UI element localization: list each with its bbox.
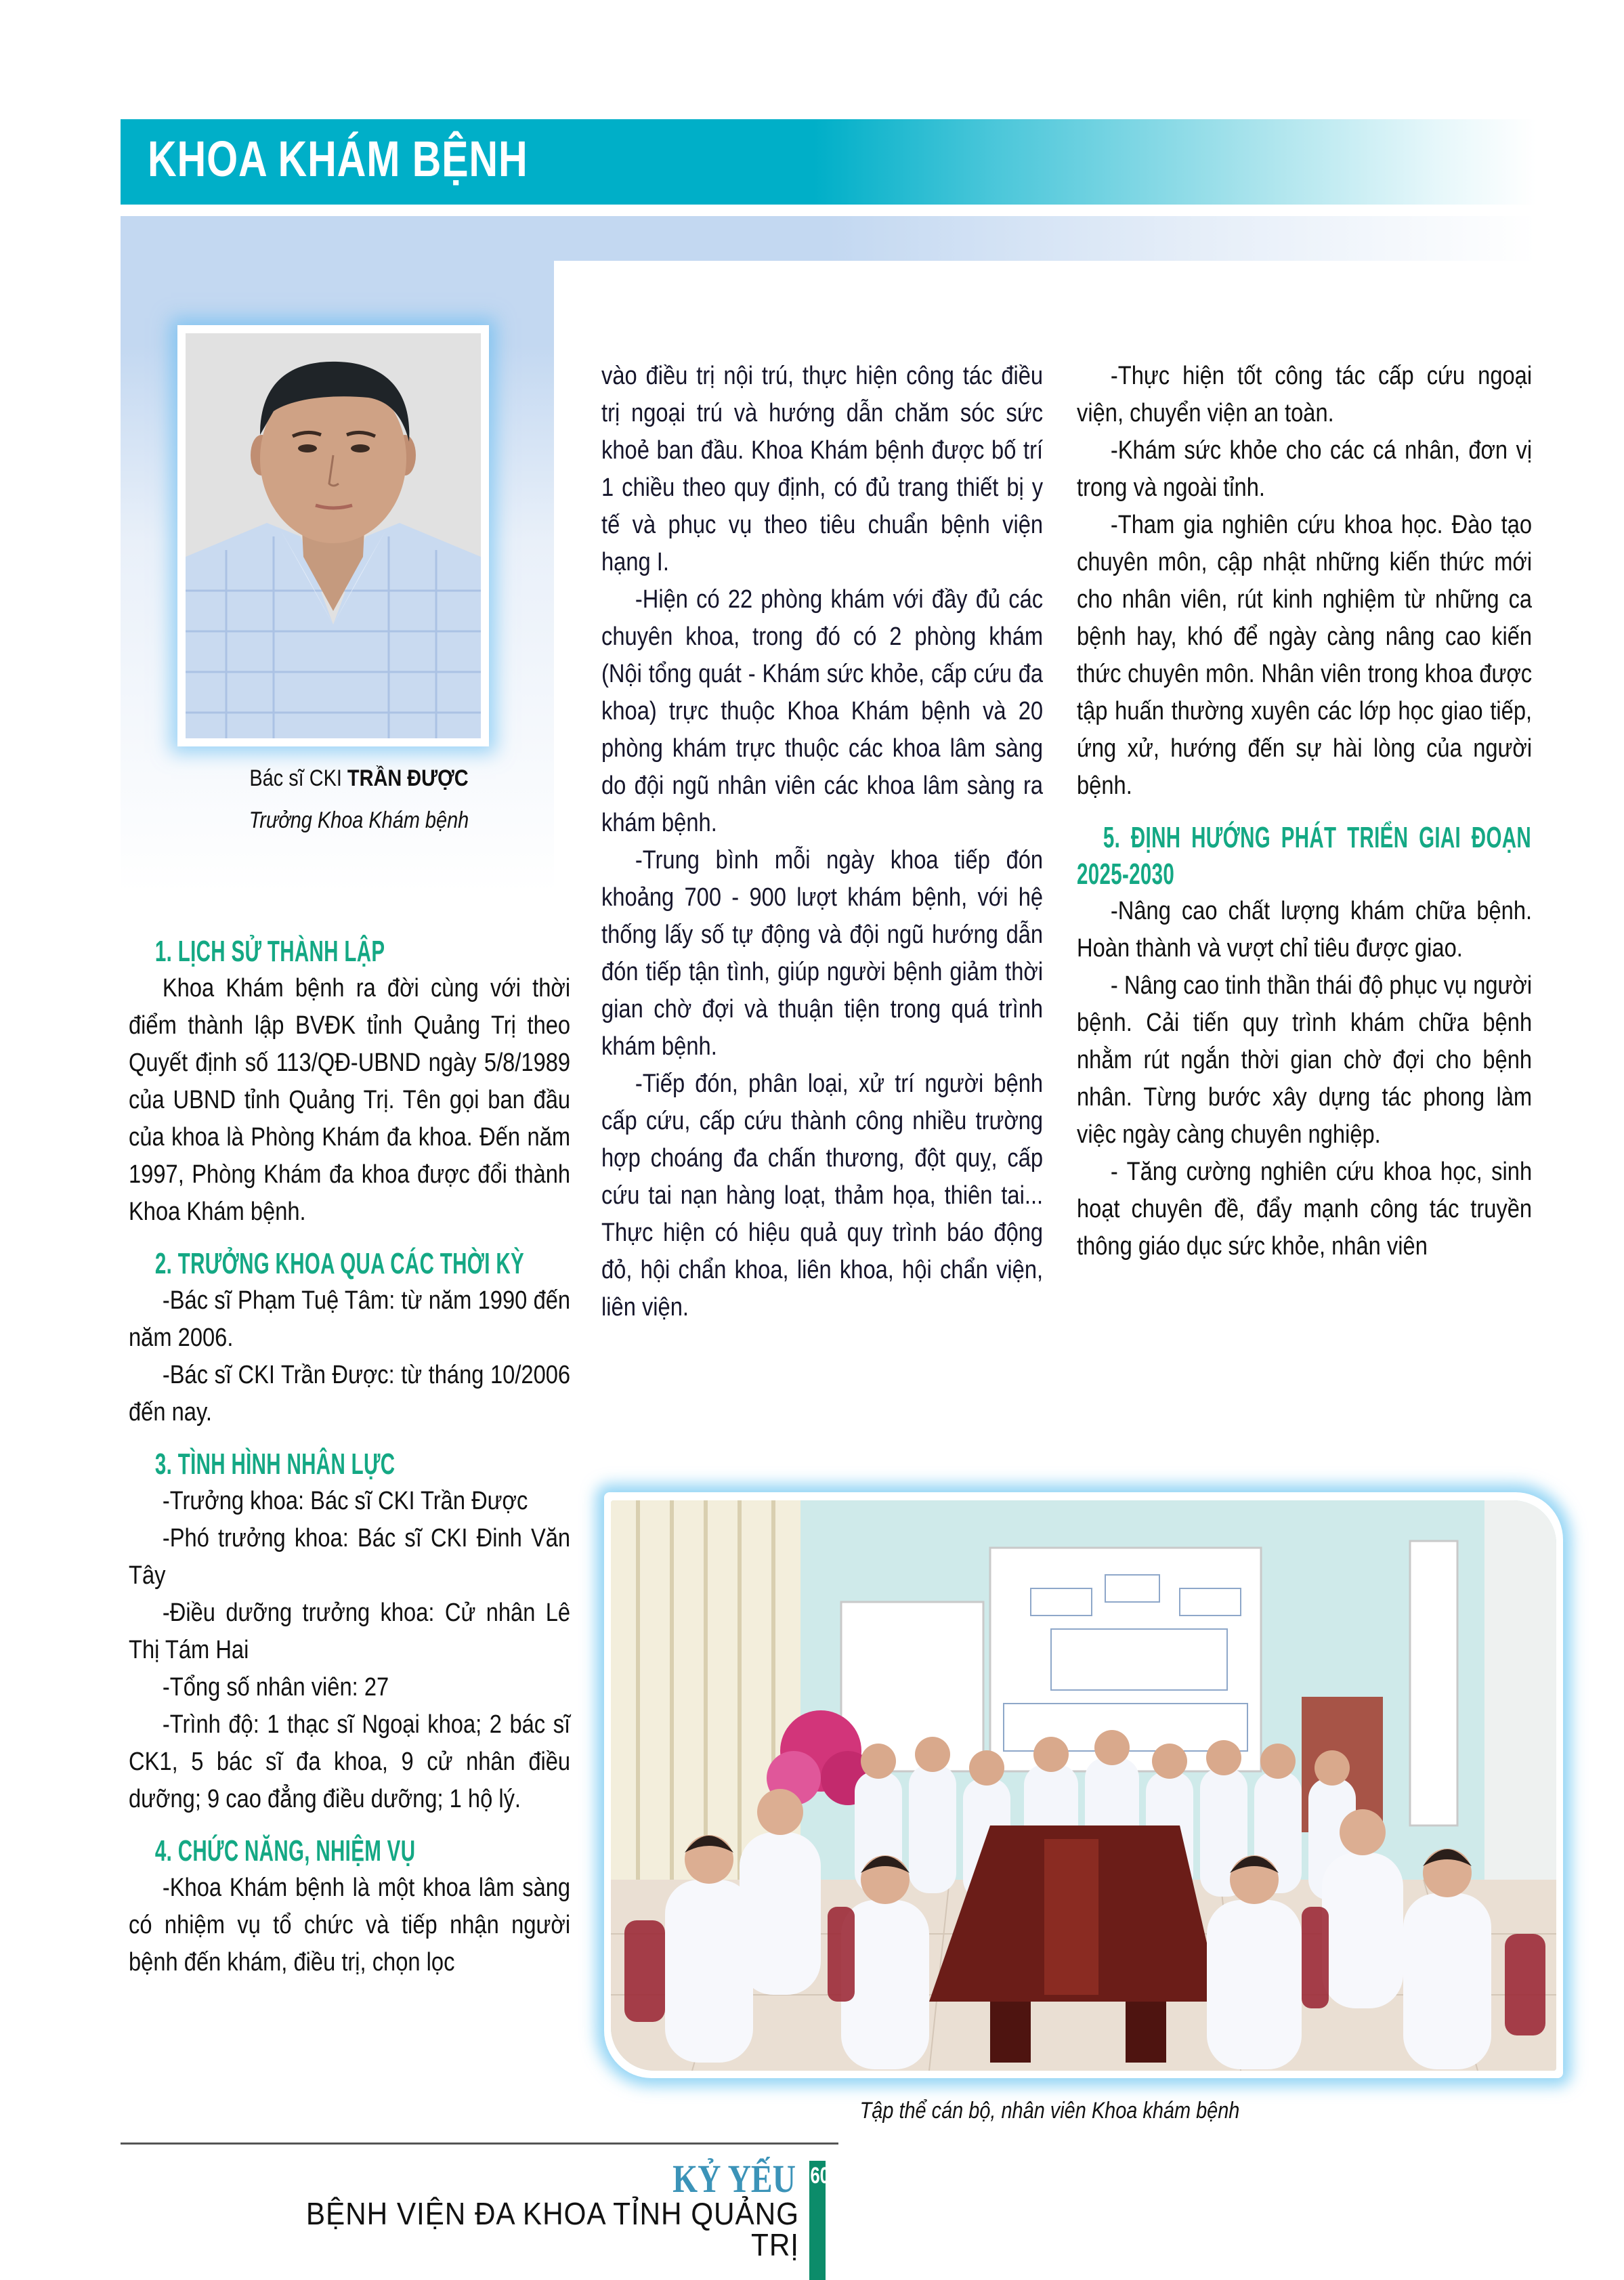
paragraph: -Thực hiện tốt công tác cấp cứu ngoại viện, chuyển viện an toàn.: [1077, 362, 1533, 427]
paragraph: -Phó trưởng khoa: Bác sĩ CKI Đinh Văn Tây: [129, 1524, 571, 1590]
section-heading-staffing: 3. TÌNH HÌNH NHÂN LỰC: [154, 1448, 396, 1481]
page-title: KHOA KHÁM BỆNH: [148, 131, 528, 187]
paragraph: -Nâng cao chất lượng khám chữa bệnh. Hoàn thành và vượt chỉ tiêu được giao.: [1077, 897, 1533, 963]
header-banner: [121, 119, 1536, 205]
page-number: 60: [810, 2163, 830, 2189]
paragraph: -Bác sĩ Phạm Tuệ Tâm: từ năm 1990 đến năm 2006.: [129, 1286, 571, 1352]
footer-hospital-name: BỆNH VIỆN ĐA KHOA TỈNH QUẢNG TRỊ: [305, 2196, 800, 2262]
portrait-photo: [186, 333, 481, 738]
column-2: [601, 358, 1043, 1326]
paragraph: -Tiếp đón, phân loại, xử trí người bệnh cấp cứu, cấp cứu thành công nhiều trường hợp choáng đa chấn thương, đột quỵ, cấp cứu tai nạn hàng loạt, thảm họa, thiên tai... Thực hiện có hiệu quả quy trình báo động đỏ, hội chẩn khoa, liên khoa, hội chẩn viện, liên viện.: [601, 1070, 1044, 1322]
paragraph: - Nâng cao tinh thần thái độ phục vụ người bệnh. Cải tiến quy trình khám chữa bệnh nhằm rút ngắn thời gian chờ đợi cho bệnh nhân. Từng bước xây dựng tác phong làm việc ngày càng chuyên nghiệp.: [1077, 971, 1533, 1149]
group-photo-caption: Tập thể cán bộ, nhân viên Khoa khám bệnh: [859, 2098, 1240, 2124]
paragraph: -Trưởng khoa: Bác sĩ CKI Trần Được: [162, 1487, 528, 1515]
column-3: [1077, 358, 1532, 1265]
column-1: [129, 933, 570, 1981]
paragraph: -Trình độ: 1 thạc sĩ Ngoại khoa; 2 bác sĩ CK1, 5 bác sĩ đa khoa, 9 cử nhân điều dưỡng; 9 cao đẳng điều dưỡng; 1 hộ lý.: [129, 1710, 571, 1813]
paragraph: -Điều dưỡng trưởng khoa: Cử nhân Lê Thị Tám Hai: [129, 1599, 571, 1664]
paragraph: - Tăng cường nghiên cứu khoa học, sinh hoạt chuyên đề, đẩy mạnh công tác truyền thông giáo dục sức khỏe, nhân viên: [1077, 1158, 1533, 1261]
paragraph: -Hiện có 22 phòng khám với đầy đủ các chuyên khoa, trong đó có 2 phòng khám (Nội tổng quát - Khám sức khỏe, cấp cứu đa khoa) trực thuộc Khoa Khám bệnh và 20 phòng khám trực thuộc các khoa lâm sàng do đội ngũ nhân viên các khoa lâm sàng ra khám bệnh.: [601, 585, 1044, 837]
paragraph: -Tham gia nghiên cứu khoa học. Đào tạo chuyên môn, cập nhật những kiến thức mới cho nhân viên, rút kinh nghiệm từ những ca bệnh hay, khó để ngày càng nâng cao kiến thức chuyên môn. Nhân viên trong khoa được tập huấn thường xuyên các lớp học giao tiếp, ứng xử, hướng đến sự hài lòng của người bệnh.: [1077, 511, 1533, 800]
section-heading-heads: 2. TRƯỞNG KHOA QUA CÁC THỜI KỲ: [154, 1247, 525, 1280]
paragraph: -Khoa Khám bệnh là một khoa lâm sàng có nhiệm vụ tổ chức và tiếp nhận người bệnh đến khám, điều trị, chọn lọc: [129, 1874, 571, 1977]
paragraph: -Trung bình mỗi ngày khoa tiếp đón khoảng 700 - 900 lượt khám bệnh, với hệ thống lấy số tự động và đội ngũ hướng dẫn đón tiếp tận tình, giúp người bệnh giảm thời gian chờ đợi và thuận tiện trong quá trình khám bệnh.: [601, 846, 1044, 1061]
footer-divider: [121, 2142, 838, 2145]
portrait-caption-name: [158, 765, 561, 792]
section-heading-functions: 4. CHỨC NĂNG, NHIỆM VỤ: [154, 1834, 416, 1867]
paragraph: vào điều trị nội trú, thực hiện công tác điều trị ngoại trú và hướng dẫn chăm sóc sức khoẻ ban đầu. Khoa Khám bệnh được bố trí 1 chiều theo quy định, có đủ trang thiết bị y tế và phục vụ theo tiêu chuẩn bệnh viện hạng I.: [601, 362, 1044, 576]
section-heading-direction: 5. ĐỊNH HƯỚNG PHÁT TRIỂN GIAI ĐOẠN 2025-2030: [1077, 821, 1532, 891]
portrait-caption-role: Trưởng Khoa Khám bệnh: [249, 807, 469, 833]
caption-doctor-name: TRẦN ĐƯỢC: [347, 765, 469, 791]
portrait-frame: [177, 325, 489, 746]
paragraph: -Khám sức khỏe cho các cá nhân, đơn vị trong và ngoài tỉnh.: [1077, 436, 1533, 502]
decorative-band-top: [121, 216, 1536, 261]
portrait-illustration: [186, 333, 481, 738]
group-photo: [611, 1500, 1556, 2071]
paragraph: Khoa Khám bệnh ra đời cùng với thời điểm thành lập BVĐK tỉnh Quảng Trị theo Quyết định số 113/QĐ-UBND ngày 5/8/1989 của UBND tỉnh Quảng Trị. Tên gọi ban đầu của khoa là Phòng Khám đa khoa. Đến năm 1997, Phòng Khám đa khoa được đổi thành Khoa Khám bệnh.: [129, 974, 571, 1226]
caption-title-prefix: Bác sĩ CKI: [249, 765, 347, 791]
paragraph: -Tổng số nhân viên: 27: [162, 1673, 389, 1702]
group-photo-illustration: [611, 1500, 1556, 2071]
section-heading-history: 1. LỊCH SỬ THÀNH LẬP: [154, 935, 385, 968]
paragraph: -Bác sĩ CKI Trần Được: từ tháng 10/2006 đến nay.: [129, 1361, 571, 1427]
footer-brand: KỶ YẾU: [672, 2157, 796, 2201]
